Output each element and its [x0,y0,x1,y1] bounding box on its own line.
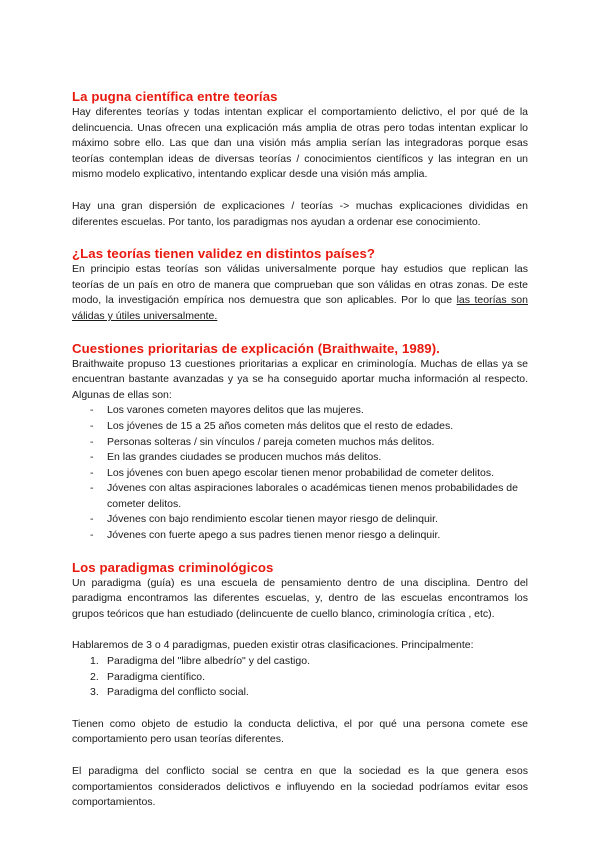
heading-paradigmas: Los paradigmas criminológicos [72,559,274,575]
list-item: - Jóvenes con bajo rendimiento escolar tienen mayor riesgo de delinquir. [90,512,528,528]
paragraph: Hay una gran dispersión de explicaciones / teorías -> muchas explicaciones divididas en diferentes escuelas. Por tanto, los paradigmas nos ayudan a ordenar ese conocimiento. [72,199,528,228]
numbered-list [72,654,528,701]
list-item [90,685,528,701]
list-number: 3. [90,686,99,699]
list-item: - En las grandes ciudades se producen muchos más delitos. [90,450,528,466]
document-body [72,88,528,811]
paragraph: Tienen como objeto de estudio la conducta delictiva, el por qué una persona comete ese comportamiento pero usan teorías diferentes. [72,717,528,746]
paragraph: El paradigma del conflicto social se centra en que la sociedad es la que genera esos comportamientos considerados delictivos e influyendo en la sociedad podríamos evitar esos comportamientos. [72,765,528,809]
paragraph: Braithwaite propuso 13 cuestiones prioritarias a explicar en criminología. Muchas de ellas ya se encuentran bastante avanzadas y ya se ha conseguido aportar mucha información al respecto. Algunas de ellas son: [72,357,528,401]
list-item-text: Paradigma del conflicto social. [107,686,249,699]
dash-list [72,403,528,543]
list-number: 1. [90,655,99,668]
underlined-text: las teorías son válidas y útiles universalmente. [72,294,528,322]
list-item [90,670,528,686]
list-item: - Jóvenes con altas aspiraciones laborales o académicas tienen menos probabilidades de cometer delitos. [90,481,528,512]
list-item: - Los varones cometen mayores delitos que las mujeres. [90,403,528,419]
list-item: - Personas solteras / sin vínculos / pareja cometen muchos más delitos. [90,435,528,451]
heading-cuestiones-prioritarias: Cuestiones prioritarias de explicación (Braithwaite, 1989). [72,340,440,356]
paragraph-text: En principio estas teorías son válidas universalmente porque hay estudios que replican las teorías de un país en otro de manera que comprueban que son válidas en otras zonas. De este modo, la investigación empírica nos demuestra que son aplicables. Por lo que [72,263,528,307]
list-number: 2. [90,670,99,683]
paragraph: Hay diferentes teorías y todas intentan explicar el comportamiento delictivo, el por qué de la delincuencia. Unas ofrecen una explicación más amplia de otras pero todas intentan explicar lo máximo sobre ello. Las que dan una visión más amplia serían las integradoras porque esas teorías contemplan ideas de diversas teorías / conocimientos científicos y las integran en un mismo modelo explicativo, intentando explicar desde una visión más amplia. [72,106,528,181]
list-item: - Los jóvenes de 15 a 25 años cometen más delitos que el resto de edades. [90,419,528,435]
heading-pugna-cientifica: La pugna científica entre teorías [72,89,278,104]
heading-validez-paises: ¿Las teorías tienen validez en distintos países? [72,246,376,262]
list-item: - Jóvenes con fuerte apego a sus padres tienen menor riesgo a delinquir. [90,528,528,544]
list-item-text: Paradigma científico. [107,670,206,683]
paragraph [72,262,528,324]
list-item: - Los jóvenes con buen apego escolar tienen menor probabilidad de cometer delitos. [90,466,528,482]
list-item [90,654,528,670]
list-item-text: Paradigma del "libre albedrío" y del castigo. [107,655,310,668]
paragraph: Hablaremos de 3 o 4 paradigmas, pueden existir otras clasificaciones. Principalmente: [72,639,474,652]
paragraph: Un paradigma (guía) es una escuela de pensamiento dentro de una disciplina. Dentro del paradigma encontramos las diferentes escuelas, y, dentro de las escuelas encontramos los grupos teóricos que han estudiado (delincuente de cuello blanco, criminología crítica , etc). [72,576,528,620]
